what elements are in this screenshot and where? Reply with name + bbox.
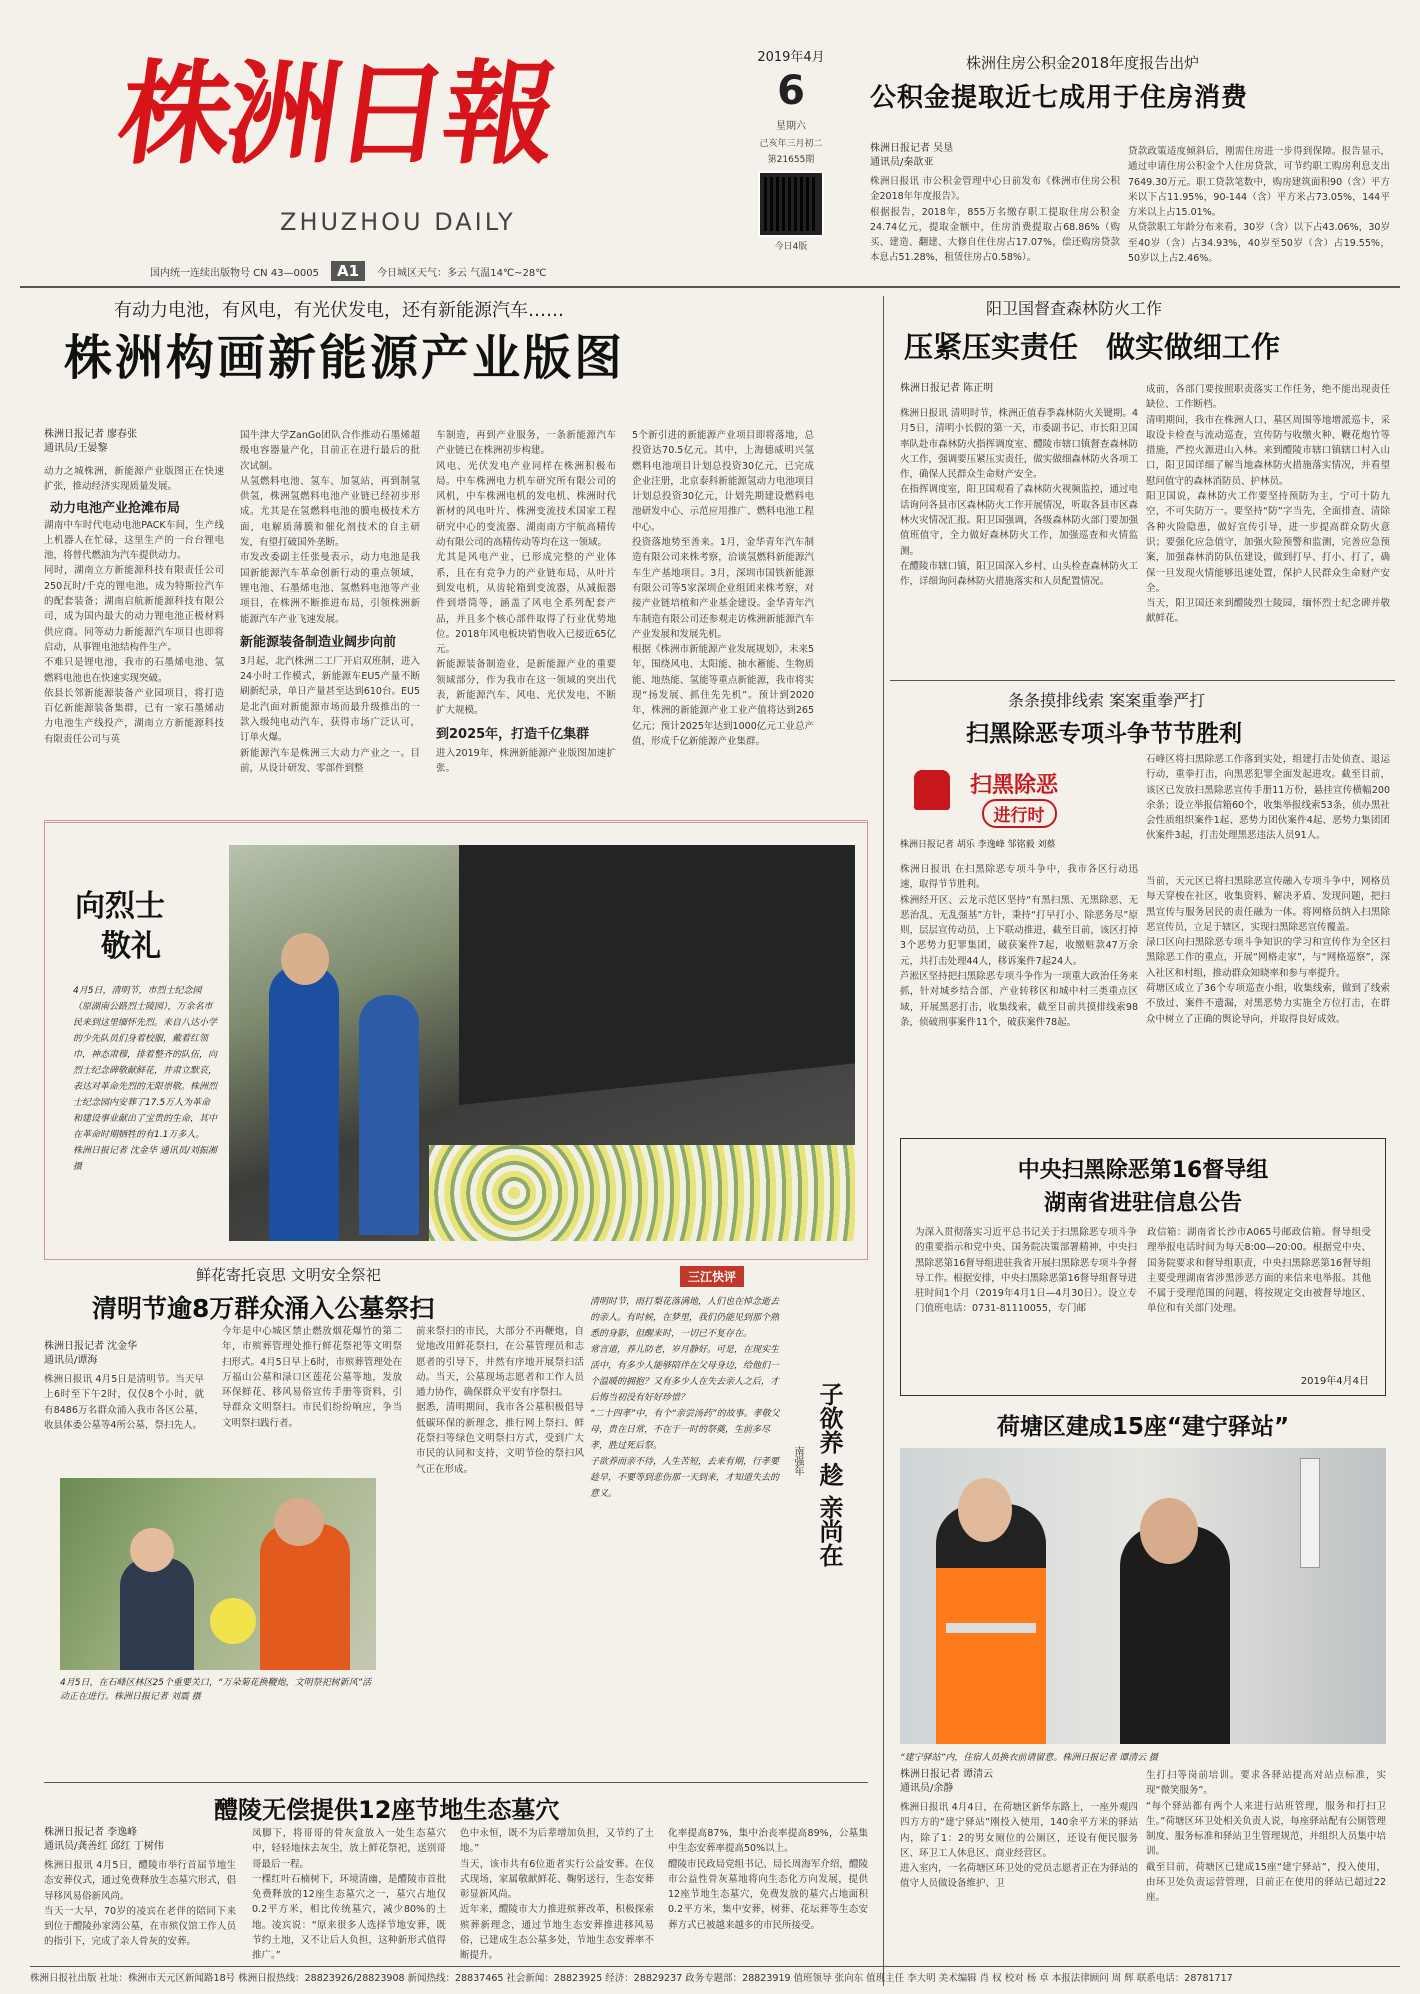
page-count: 今日4版: [774, 242, 808, 252]
liling-col1: 株洲日报讯 4月5日，醴陵市举行首届节地生态安葬仪式，通过免费释放生态墓穴形式，倡导移风易俗新风尚。 当天一大早，70岁的凌宾在老伴的陪同下来到位于醴陵孙家湾公墓，在市殡仪馆工作人员的指引下，完成了亲人骨灰的安葬。: [44, 1860, 236, 1948]
weather: 今日城区天气：多云 气温14℃~28℃: [377, 267, 547, 279]
martyrs-title-a: 向烈士: [75, 889, 165, 924]
crime-col3: 当前，天元区已将扫黑除恶宣传融入专项斗争中，网格员每天穿梭在社区，收集资料、解决矛盾、发现问题，把扫黑宣传与服务居民的责任融为一体。将网格员纳入扫黑除恶宣传员，立足于辖区，实现扫黑除恶宣传覆盖。 渌口区向扫黑除恶专项斗争知识的学习和宣传作为全区扫黑除恶工作的重点，开展“网格走家”，与“网格巡察”，深入社区和村组，推动群众知晓率和参与率提升。 荷塘区成立了36个专项巡查小组，收集线索，做到了线索不放过、案件不遗漏，对黑恶势力实施全方位打击，在群众中树立了正确的舆论导向，并取得良好成效。: [1146, 876, 1390, 1025]
lead-sub1: 动力电池产业抢滩布局: [50, 500, 181, 516]
inspect-col2: 政信箱：湖南省长沙市A065号邮政信箱。督导组受理举报电话时间为每天8:00—20:00。根据党中央、国务院要求和督导组职责，中央扫黑除恶第16督导组主要受理湖南省涉黑涉恶方面的来信来电举报。其他不属于受理范围的问题，将按规定交由被督导地区、单位和有关部门处理。: [1147, 1227, 1371, 1315]
qingming-col1: 株洲日报讯 4月5日是清明节。当天早上6时至下午2时，仅仅8个小时，就有8486万名群众涌入我市各区公墓，收县体委公墓等4所公墓，祭扫先人。: [44, 1374, 204, 1431]
liling-article: [44, 1790, 868, 1966]
sanjiang-tag-label: 三江快评: [688, 1270, 737, 1284]
forest-col1: 株洲日报讯 清明时节，株洲正值春季森林防火关键期。4月5日，清明小长假的第一天，市委副书记、市长阳卫国率队赴市森林防火指挥调度室、醴陵市辖口镇督查森林防火工作，强调要压紧压实责任，做实做细森林防火各项工作，确保人民群众生命财产安全。 在指挥调度室，阳卫国观看了森林防火视频监控，通过电话询问各县市区森林防火工作开展情况，听取各县市区森林火灾情况汇报。阳卫国强调，各级森林防火部门要加强值班值守，全力做好森林防火工作，加强巡查和火情监测。 在醴陵市辖口镇，阳卫国深入乡村、山头检查森林防火工作，详细询问森林防火措施落实和人员配置情况。: [900, 408, 1138, 588]
sanjiang-author: 南强年: [792, 1446, 803, 1476]
crime-byline: 株洲日报记者 胡乐 李逸峰 邹铭毅 刘蔡: [900, 840, 1056, 850]
lead-col2b: 3月起，北汽株洲二工厂开启双班制，进入24小时工作模式，新能源车EU5产量不断刷新纪录，单日产量甚至达到610台。EU5是北汽面对新能源市场而最升级推出的一款入级纯电动汽车，获得市场广泛认可，订单火爆。 新能源汽车是株洲三大动力产业之一。目前，从设计研发、零部件到整: [240, 655, 420, 774]
qingming-photo: [60, 1478, 376, 1670]
footer: 株洲日报社出版 社址：株洲市天元区新闻路18号 株洲日报热线：28823926/28823908 新闻热线：28837465 社会新闻：28823925 经济：28829237 政务专题部：28823919 值班领导 张向东 值班主任 李大明 美术编辑 肖 权 校对 杨 卓 本报法律顾问 周 辉 联系电话：28781717: [30, 1973, 1233, 1984]
masthead: [30, 30, 730, 285]
forest-col2: 成前，各部门要按照职责落实工作任务，绝不能出现责任缺位、工作断档。 清明期间，我市在株洲人口、墓区周围等地增派巡卡，采取设卡检查与流动巡查，宣传防与收缴火种、鞭花炮竹等措施，严控火源进山入林。来到醴陵市辖口镇辖口村入山口，阳卫国详细了解当地森林防火措施落实情况，并看望慰问值守的森林消防员、护林员。 阳卫国说，森林防火工作要坚持预防为主，宁可十防九空，不可失防万一。要坚持“防”字当先，全面排查、清除各种火险隐患，做好宣传引导，进一步提高群众防火意识；要强化应急值守，加强火险预警和监测，完善应急预案，加强森林消防队伍建设，做到打早、打小、打了，确保一旦发现火情能够迅速处置，保护人民群众生命财产安全。 当天，阳卫国还来到醴陵烈士陵园，缅怀烈士纪念碑并敬献鲜花。: [1146, 384, 1390, 625]
issue-number: 第21655期: [767, 155, 815, 165]
paper-title: 株洲日報: [110, 49, 562, 180]
liling-title: 醴陵无偿提供12座节地生态墓穴: [214, 1796, 560, 1824]
liling-byline: 株洲日报记者 李逸峰 通讯员/龚善红 邱红 丁树伟: [44, 1827, 164, 1852]
station-photo: [900, 1448, 1386, 1744]
crime-article: [896, 688, 1390, 1128]
gjj-col2: 贷款政策适度倾斜后，刚需住房进一步得到保障。报告显示，通过申请住房公积金个人住房贷款，可节约职工购房利息支出7649.30万元。职工贷款笔数中，购房建筑面积90（含）平方米以下占11.95%，90-144（含）平方米占73.05%，144平方米以上占15.01%。 从贷款职工年龄分布来看，30岁（含）以下占43.06%，30岁至40岁（含）占34.93%，40岁至50岁（含）占19.55%，50岁以上占2.46%。: [1128, 146, 1390, 265]
sanjiang-title: 子欲养 趁 亲尚在: [815, 1382, 843, 1567]
qingming-byline: 株洲日报记者 沈金华 通讯员/谭海: [44, 1341, 138, 1366]
forest-title-b: 做实做细工作: [1106, 330, 1281, 364]
forest-title-a: 压紧压实责任: [904, 330, 1079, 364]
forest-kicker: 阳卫国督查森林防火工作: [986, 299, 1163, 318]
martyrs-caption: 4月5日，清明节，市烈士纪念园（原湖南公路烈士陵园），万余名市民来到这里缅怀先烈。来自八达小学的少先队员们身着校服，戴着红领巾，神态肃穆，排着整齐的队伍，向烈士纪念碑敬献鲜花，并肃立默哀，表达对革命先烈的无限崇敬。株洲烈士纪念园内安葬了17.5万人为革命和建设事业献出了宝贵的生命，其中在革命时期牺牲的有1.1万多人。 株洲日报记者 沈金华 通讯员/刘振湘 摄: [73, 986, 218, 1172]
station-title: 荷塘区建成15座“建宁驿站”: [996, 1414, 1290, 1440]
issue-day: 6: [777, 68, 805, 114]
sanjiang-commentary: [590, 1264, 868, 1744]
crime-logo-bottom: 进行时: [982, 799, 1057, 828]
inspect-col1: 为深入贯彻落实习近平总书记关于扫黑除恶专项斗争的重要指示和党中央、国务院决策部署精神，中央扫黑除恶第16督导组进驻我省开展扫黑除恶专项斗争督导工作。根据安排，中央扫黑除恶第16督导组督导进驻时间1个月（2019年4月1日—4月30日）。设立专门值班电话：0731-81110055，专门邮: [915, 1227, 1137, 1315]
qingming-article: [44, 1264, 584, 1784]
issue-date: 2019年4月: [757, 50, 825, 65]
fist-icon: [914, 770, 950, 810]
sanjiang-body: 清明时节，雨打梨花落满地，人们也在悼念逝去的亲人。有时候，在梦里，我们仍能见到那个熟悉的身影，但醒来时，一切已不复存在。 常言道，养儿防老，岁月静好。可是，在现实生活中，有多少人能够陪伴在父母身边，给他们一个温暖的拥抱？又有多少人在失去亲人之后，才后悔当初没有好好珍惜？ “二十四孝”中，有个“亲尝汤药”的故事。孝敬父母，贵在日常，不在于一时的祭奠，生前多尽孝，胜过死后祭。 子欲养而亲不待，人生苦短，去来有期，行孝要趁早，不要等到悲伤那一天到来，才知道失去的意义。: [590, 1297, 780, 1499]
forest-byline: 株洲日报记者 陈正明: [900, 383, 994, 394]
qingming-kicker: 鲜花寄托哀思 文明安全祭祀: [196, 1266, 381, 1284]
crime-logo: [914, 768, 1084, 830]
crime-kicker: 条条摸排线索 案案重拳严打: [1008, 691, 1206, 710]
martyrs-title-b: 敬礼: [101, 929, 161, 964]
lead-col2: 国牛津大学ZanGo团队合作推动石墨烯超级电容器量产化，目前正在进行最后的批次试制。 从氢燃料电池、氢车、加氢站，再到制氢供氢，株洲氢燃料电池产业链已经初步形成。尤其是在氢燃料电池的膜电极技术方面，电解质薄膜和催化剂技术的自主研发，有望打破国外垄断。 市发改委副主任张曼表示，动力电池是我国新能源汽车革命创新行动的重点领域，锂电池、石墨烯电池、氢燃料电池等产业项目，在株洲不断推进布局，引领株洲新能源汽车产业飞速发展。: [240, 430, 420, 625]
forest-article: [896, 296, 1390, 666]
lead-intro: 动力之城株洲，新能源产业版图正在快速扩张，推动经济实现质量发展。: [44, 466, 224, 493]
weekday: 星期六: [776, 121, 806, 132]
lead-byline: 株洲日报记者 廖春张 通讯员/王晏黎: [44, 429, 138, 454]
sanjiang-tag: [680, 1266, 744, 1287]
lead-sub2: 新能源装备制造业阔步向前: [240, 634, 397, 650]
crime-title: 扫黑除恶专项斗争节节胜利: [966, 721, 1242, 747]
lead-col3: 车制造，再到产业服务，一条新能源汽车产业链已在株洲初步构建。 风电、光伏发电产业同样在株洲积极布局。中车株洲电力机车研究所有限公司的风机，中车株洲电机的发电机、株洲时代新材的风电叶片、株洲变流技术国家工程研究中心的变流器、湖南南方宇航高精传动有限公司的高精传动等均在这一领域。 尤其是风电产业，已形成完整的产业体系，且在有竞争力的产业链布局，从叶片到发电机，从齿轮箱到变流器，从减振器件到塔筒等，涵盖了风电全系列配套产品，并且多个核心部件取得了行业优势地位。2018年风电板块销售收入已接近65亿元。 新能源装备制造业，是新能源产业的重要领域部分，作为我市在这一领域的突出代表，新能源汽车、风电、光伏发电，不断扩大规模。: [436, 430, 616, 717]
gjj-byline: 株洲日报记者 吴垦 通讯员/秦歆亚: [870, 143, 954, 168]
inspect-date: 2019年4月4日: [1300, 1376, 1369, 1387]
qr-code-icon: [760, 173, 822, 235]
qingming-photo-caption: 4月5日，在石峰区林区25个重要关口，“万朵菊花换鞭炮，文明祭祀树新风”活动正在进行。株洲日报记者 刘震 摄: [60, 1678, 372, 1702]
cn-number: 国内统一连续出版物号 CN 43—0005: [150, 267, 319, 279]
gjj-article: [866, 52, 1390, 284]
lead-title: 株洲构画新能源产业版图: [64, 330, 626, 386]
lead-sub3: 到2025年，打造千亿集群: [436, 726, 590, 742]
station-byline: 株洲日报记者 谭清云 通讯员/余静: [900, 1769, 994, 1794]
qingming-col2: 今年是中心城区禁止燃放烟花爆竹的第二年，市殡葬管理处推行鲜花祭祀等文明祭扫形式。4月5日早上6时，市殡葬管理处在万福山公墓和渌口区莲花公墓等地，发放环保鲜花、移风易俗宣传手册等资料，引导群众文明祭扫。市民们纷纷响应，争当文明祭扫践行者。: [222, 1326, 402, 1429]
inspect-title1: 中央扫黑除恶第16督导组: [1017, 1158, 1269, 1183]
liling-col2: 凤脚下，将哥哥的骨灰盒放入一处生态墓穴中，轻轻地抹去灰尘，放上鲜花祭祀，送别哥哥最后一程。 一棵红叶石楠树下，环境清幽，是醴陵市首批免费释放的12座生态墓穴之一，墓穴占地仅0.2平方米，相比传统墓穴，减少80%的土地。凌宾说：“原来很多人选择节地安葬，既节约土地，又不让后人负担，这种新形式值得推广。”: [252, 1828, 446, 1962]
crime-logo-top: 扫黑除恶: [969, 773, 1058, 798]
lead-col1: 湖南中车时代电动电池PACK车间，生产线上机器人在忙碌，这里生产的一台台锂电池，将替代燃油为汽车提供动力。 同时，湖南立方新能源科技有限责任公司250瓦时/千克的锂电池，成为特斯拉汽车的配套装备；湖南启航新能源科技有限公司，成为国内最大的动力锂电池正极材料供应商。同等动力新能源汽车项目也即将启动，从事锂电池结构件生产。 不难只是锂电池，我市的石墨烯电池、氢燃料电池也在快速实现突破。 依县长邻新能源装备产业园项目，将打造百亿新能源装备集群，已有一家石墨烯动力电池生产线投产，湖南立方新能源科技有限责任公司与英: [44, 519, 224, 745]
lunar-date: 己亥年三月初二: [759, 139, 823, 149]
lead-article: [44, 296, 884, 806]
inspect-title2: 湖南省进驻信息公告: [1043, 1191, 1242, 1216]
crime-col1: 石峰区将扫黑除恶工作落到实处，组建打击处侦查、退运行动，重拳打击，向黑恶犯罪全面发起进攻。截至目前，该区已发放扫黑除恶宣传手册11万份，悬挂宣传横幅200余条；设立举报信箱60个，收集举报线索53条，侦办黑社会性质组织案件1起、恶势力团伙案件4起、恶势力集团团伙案件3起，打击处理黑恶违法人员91人。: [1146, 754, 1390, 842]
date-box: [736, 46, 846, 271]
page-tag: A1: [331, 261, 365, 281]
station-col1: 株洲日报讯 4月4日，在荷塘区新华东路上，一座外观四四方方的“建宁驿站”刚投入使用，140余平方米的驿站内，除了1：2的男女厕位的公厕区，还设有便民服务区、环卫工人休息区、商业经营区。 进入室内，一名荷塘区环卫处的党员志愿者正在为驿站的值守人员做设备维护、卫: [900, 1802, 1138, 1890]
station-caption: “建宁驿站”内，住宿人员换衣前请留意。株洲日报记者 谭清云 摄: [900, 1753, 1159, 1763]
gjj-title: 公积金提取近七成用于住房消费: [870, 83, 1249, 113]
station-article: [896, 1402, 1390, 1962]
martyrs-photo: [229, 845, 855, 1241]
paper-title-en: ZHUZHOU DAILY: [280, 208, 516, 236]
gjj-kicker: 株洲住房公积金2018年度报告出炉: [966, 54, 1200, 72]
lead-kicker: 有动力电池，有风电，有光伏发电，还有新能源汽车……: [114, 300, 564, 321]
martyrs-box: [44, 820, 868, 1260]
station-col2: 生打扫等岗前培训。要求各驿站提高对站点标准，实现“微笑服务”。 “每个驿站都有两个人来进行站班管理，服务和打扫卫生。”荷塘区环卫处相关负责人说，每座驿站配有公厕管理制度、服务标准和驿站卫生管理规范，并组织人员集中培训。 截至目前，荷塘区已建成15座“建宁驿站”，投入使用，由环卫处负责运营管理，目前正在使用的驿站已超过22座。: [1146, 1770, 1386, 1904]
liling-col3: 色中永恒，既不为后辈增加负担，又节约了土地。” 当天，该市共有6位逝者实行公益安葬。在仪式现场，家属敬献鲜花、鞠躬送行，生态安葬彰显新风尚。 近年来，醴陵市大力推进殡葬改革，积极探索殡葬新理念，通过节地生态安葬推进移风易俗，已建成生态公墓多处，节地生态安葬率不断提升。: [460, 1828, 654, 1962]
liling-col4: 化率提高87%，集中治丧率提高89%，公墓集中生态安葬率提高50%以上。 醴陵市民政局党组书记、局长周海军介绍，醴陵市公益性骨灰墓地将向生态化方向发展，提供12座节地生态墓穴，免费发放的墓穴占地面积0.2平方米，集中安葬，树葬、花坛葬等生态安葬方式已被越来越多的市民所接受。: [668, 1828, 868, 1931]
gjj-col1: 株洲日报讯 市公积金管理中心日前发布《株洲市住房公积金2018年年度报告》。 根据报告，2018年，855万名缴存职工提取住房公积金24.74亿元，提取金额中，住房消费提取占68.86%（购买、建造、翻建、大修自住住房占17.07%，偿还购房贷款本息占51.28%，租赁住房占0.58%）。: [870, 176, 1120, 264]
qingming-title: 清明节逾8万群众涌入公墓祭扫: [92, 1294, 435, 1323]
lead-col4: 5个新引进的新能源产业项目即将落地，总投资达70.5亿元。其中，上海德威明兴氢燃料电池项目计划总投资30亿元，已完成企业注册，北京泰科新能源氢动力电池项目计划总投资30亿元，计划先期建设燃料电池研发中心、示范应用推广、燃料电池工程中心。 投资落地势至善来。1月，金华青年汽车制造有限公司来株考察，洽谈氢燃料新能源汽车生产基地项目。3月，深圳市国铁新能源有限公司等5家深圳企业组团来株考察，对接产业链培植和产业基金建设。金华青年汽车制造有限公司还参观走访株洲新能源汽车产业发展和发展先机。 根据《株洲市新能源产业发展规划》，未来5年，围绕风电、太阳能、抽水蓄能、生物质能、地热能、氢能等重点新能源，我市将实现“扬发展、抓住先先机”。预计到2020年，株洲的新能源产业工业产值将达到265亿元；预计2025年达到1000亿元工业总产值，形成千亿新能源产业集群。: [632, 430, 814, 747]
inspect-notice: [900, 1138, 1386, 1396]
info-bar: [150, 260, 730, 282]
crime-col2: 株洲日报讯 在扫黑除恶专项斗争中，我市各区行动迅速，取得节节胜利。 株洲经开区、云龙示范区坚持“有黑扫黑、无黑除恶、无恶治乱、无乱强基”方针，秉持“打早打小、除恶务尽”原则，层层宣传动员，上下联动推进，截至目前，该区打掉3个恶势力犯罪集团，破获案件7起，收缴赃款47万余元，共打击处理44人，移诉案件7起24人。 芦淞区坚持把扫黑除恶专项斗争作为一项重大政治任务来抓，针对城乡结合部、产业转移区和城中村三类重点区域，开展黑恶打击，收集线索，截至目前共摸排线索98条，侦破刑事案件11个，破获案件78起。: [900, 864, 1138, 1028]
lead-col3b: 进入2019年，株洲新能源产业版图加速扩张。: [436, 747, 616, 774]
qingming-col3: 前来祭扫的市民，大部分不再鞭炮，自觉地改用鲜花祭扫，在公墓管理员和志愿者的引导下，井然有序地开展祭扫活动。当天，公墓现场志愿者和工作人员通力协作，确保群众平安有序祭扫。 据悉，清明期间，我市各公墓积极倡导低碳环保的新理念，推行网上祭扫、鲜花祭扫等绿色文明祭扫方式，受到广大市民的认同和支持，文明节俭的祭扫风气正在形成。: [416, 1326, 584, 1475]
